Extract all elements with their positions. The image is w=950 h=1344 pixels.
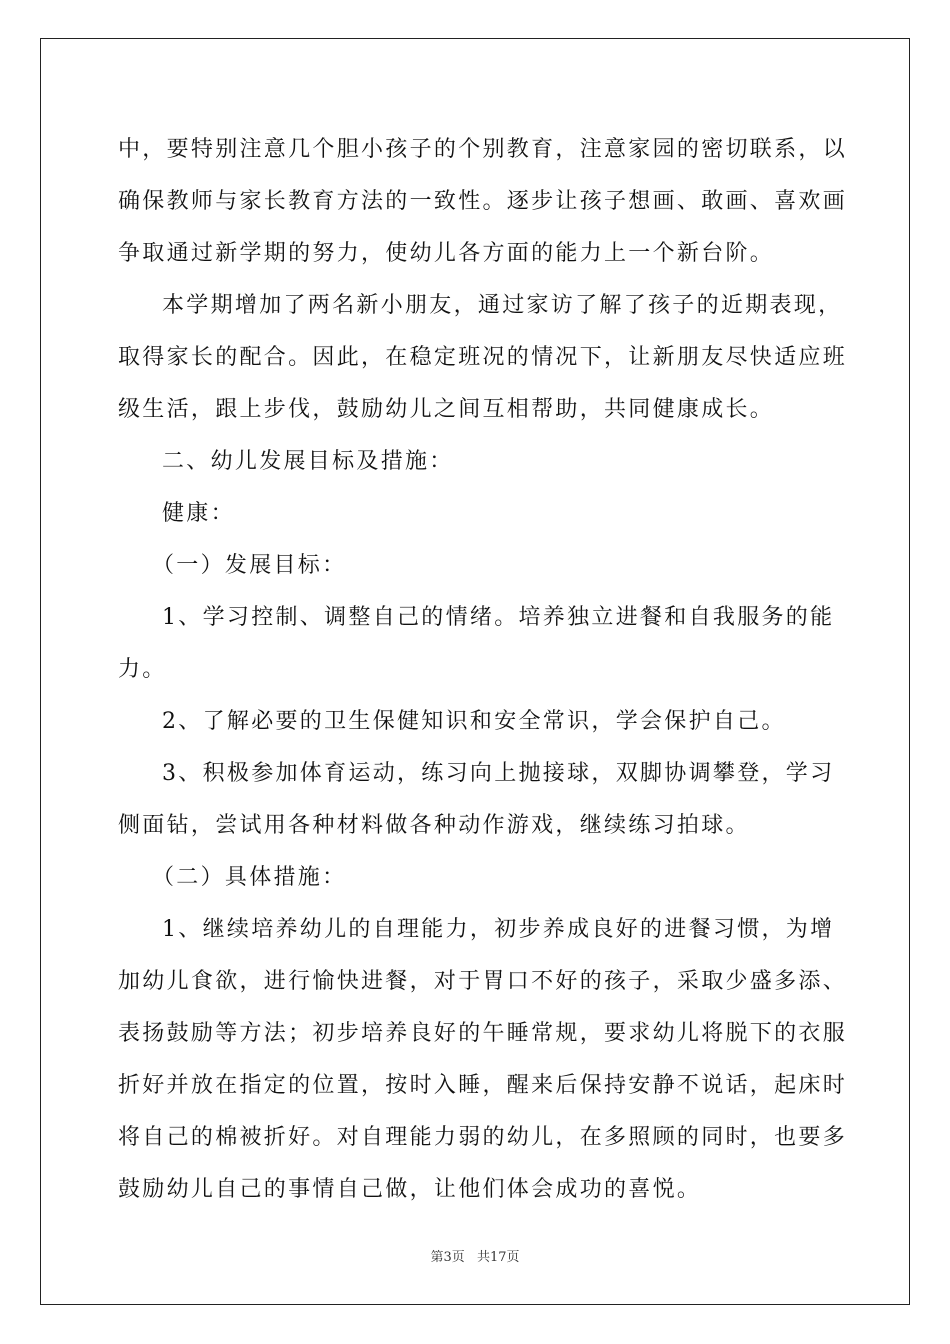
list-item: 3、积极参加体育运动，练习向上抛接球，双脚协调攀登，学习 (162, 761, 835, 786)
text-line: 确保教师与家长教育方法的一致性。逐步让孩子想画、敢画、喜欢画 (118, 189, 848, 214)
paragraph-start: 本学期增加了两名新小朋友，通过家访了解了孩子的近期表现， (162, 293, 843, 318)
text-line: 级生活，跟上步伐，鼓励幼儿之间互相帮助，共同健康成长。 (118, 397, 775, 422)
text-line: 力。 (118, 657, 167, 682)
subsection-heading: （一）发展目标： (152, 553, 347, 578)
text-line: 折好并放在指定的位置，按时入睡，醒来后保持安静不说话，起床时 (118, 1073, 848, 1098)
text-line: 加幼儿食欲，进行愉快进餐，对于胃口不好的孩子，采取少盛多添、 (118, 969, 848, 994)
text-line: 取得家长的配合。因此，在稳定班况的情况下，让新朋友尽快适应班 (118, 345, 848, 370)
list-item: 1、学习控制、调整自己的情绪。培养独立进餐和自我服务的能 (162, 605, 835, 630)
list-item: 2、了解必要的卫生保健知识和安全常识，学会保护自己。 (162, 709, 786, 734)
list-item: 1、继续培养幼儿的自理能力，初步养成良好的进餐习惯，为增 (162, 917, 835, 942)
text-line: 争取通过新学期的努力，使幼儿各方面的能力上一个新台阶。 (118, 241, 775, 266)
text-line: 中，要特别注意几个胆小孩子的个别教育，注意家园的密切联系，以 (118, 137, 848, 162)
subsection-heading: （二）具体措施： (152, 865, 347, 890)
text-line: 侧面钻，尝试用各种材料做各种动作游戏，继续练习拍球。 (118, 813, 750, 838)
page-number: 第3页 (430, 1250, 465, 1265)
subsection-heading: 健康： (162, 501, 235, 526)
section-heading: 二、幼儿发展目标及措施： (162, 449, 454, 474)
text-line: 鼓励幼儿自己的事情自己做，让他们体会成功的喜悦。 (118, 1177, 702, 1202)
page-total: 共17页 (476, 1250, 520, 1265)
document-body (118, 128, 848, 1220)
text-line: 将自己的棉被折好。对自理能力弱的幼儿，在多照顾的同时，也要多 (118, 1125, 848, 1150)
text-line: 表扬鼓励等方法；初步培养良好的午睡常规，要求幼儿将脱下的衣服 (118, 1021, 848, 1046)
page-footer (0, 1246, 950, 1265)
